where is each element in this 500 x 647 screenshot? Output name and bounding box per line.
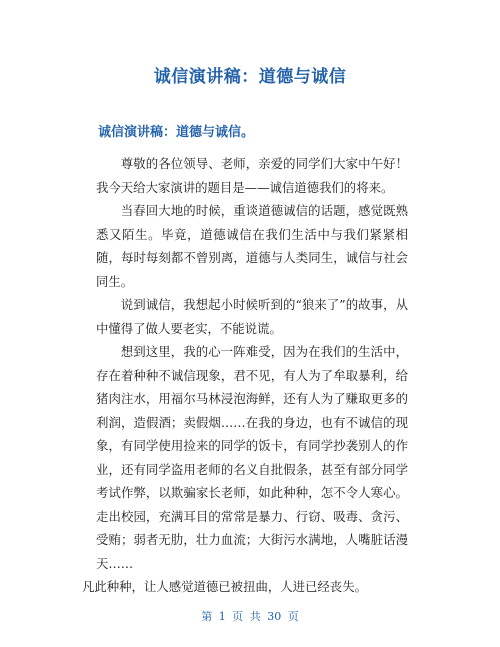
- paragraph-spring: 当春回大地的时候，重谈道德诚信的话题，感觉既熟悉又陌生。毕竟，道德诚信在我们生活中与我们紧紧相随，每时每刻都不曾别离，道德与人类同生，诚信与社会同生。: [96, 203, 408, 289]
- document-body: [82, 152, 408, 599]
- paragraph-greeting: 尊敬的各位领导、老师，亲爱的同学们大家中午好！我今天给大家演讲的题目是——诚信道德我们的将来。: [96, 156, 408, 195]
- paragraph-conclusion: 凡此种种，让人感觉道德已被扭曲，人进已经丧失。: [82, 579, 367, 594]
- section-heading: 诚信演讲稿：道德与诚信。: [98, 125, 255, 140]
- page-title: 诚信演讲稿：道德与诚信: [153, 67, 347, 87]
- paragraph-dishonesty: 想到这里，我的心一阵难受，因为在我们的生活中，存在着种种不诚信现象，君不见，有人为了牟取暴利，给猪肉注水，用福尔马林浸泡海鲜，还有人为了赚取更多的利润，造假酒；卖假烟……在我的身边，也有不诚信的现象，有同学使用捡来的同学的饭卡，有同学抄袭别人的作业，还有同学盗用老师的名义自批假条，甚至有部分同学考试作弊，以欺骗家长老师，如此种种，怎不令人寒心。走出校园，充满耳目的常常是暴力、行窃、吸毒、贪污、受贿；弱者无肋，壮力血流；大街污水满地，人嘴脏话漫天……: [96, 344, 408, 571]
- paragraph-wolf-story: 说到诚信，我想起小时候听到的“狼来了”的故事，从中懂得了做人要老实，不能说谎。: [96, 297, 408, 336]
- page-number: 第 1 页 共 30 页: [201, 610, 299, 623]
